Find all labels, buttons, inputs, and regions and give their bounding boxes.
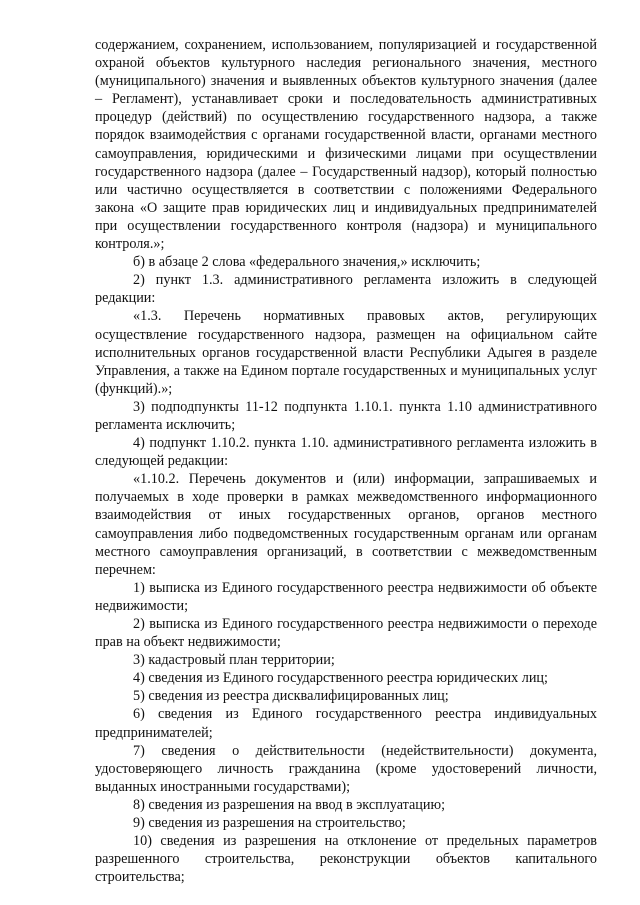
- list-item-9: 9) сведения из разрешения на строительство;: [133, 815, 406, 832]
- paragraph-5: 3) подподпункты 11-12 подпункта 1.10.1. пункта 1.10 административного регламента исключить;: [95, 398, 597, 433]
- list-item-6: 6) сведения из Единого государственного реестра индивидуальных предпринимателей;: [95, 706, 597, 741]
- paragraph-7: «1.10.2. Перечень документов и (или) информации, запрашиваемых и получаемых в ходе проверки в рамках межведомственного информационного взаимодействия от иных государственных органов, органов местного самоуправления либо подведомственных государственным органам или органам местного самоуправления организаций, в соответствии с межведомственным перечнем:: [95, 471, 597, 578]
- document-page: [95, 36, 597, 886]
- paragraph-1: содержанием, сохранением, использованием, популяризацией и государственной охраной объектов культурного наследия регионального значения, местного (муниципального) значения и выявленных объектов культурного значения (далее – Регламент), устанавливает сроки и последовательность административных процедур (действий) по осуществлению государственного надзора, а также порядок взаимодействия с органами государственной власти, органами местного самоуправления, юридическими и физическими лицами при осуществлении государственного надзора (далее – Государственный надзор), который полностью или частично осуществляется в соответствии с положениями Федерального закона «О защите прав юридических лиц и индивидуальных предпринимателей при осуществлении государственного контроля (надзора) и муниципального контроля.»;: [95, 37, 597, 253]
- paragraph-2: б) в абзаце 2 слова «федерального значения,» исключить;: [133, 254, 481, 271]
- paragraph-3: 2) пункт 1.3. административного регламента изложить в следующей редакции:: [95, 272, 597, 307]
- list-item-1: 1) выписка из Единого государственного реестра недвижимости об объекте недвижимости;: [95, 579, 597, 614]
- list-item-4: 4) сведения из Единого государственного реестра юридических лиц;: [133, 670, 548, 687]
- list-item-7: 7) сведения о действительности (недействительности) документа, удостоверяющего личность гражданина (кроме удостоверений личности, выданных иностранными государствами);: [95, 742, 597, 795]
- list-item-8: 8) сведения из разрешения на ввод в эксплуатацию;: [133, 796, 446, 813]
- list-item-10: 10) сведения из разрешения на отклонение от предельных параметров разрешенного строительства, реконструкции объектов капитального строительства;: [95, 833, 597, 886]
- paragraph-6: 4) подпункт 1.10.2. пункта 1.10. административного регламента изложить в следующей редакции:: [95, 435, 597, 470]
- list-item-2: 2) выписка из Единого государственного реестра недвижимости о переходе прав на объект недвижимости;: [95, 616, 597, 651]
- list-item-5: 5) сведения из реестра дисквалифицированных лиц;: [133, 688, 449, 705]
- list-item-3: 3) кадастровый план территории;: [133, 652, 335, 669]
- paragraph-4: «1.3. Перечень нормативных правовых актов, регулирующих осуществление государственного надзора, размещен на официальном сайте исполнительных органов государственной власти Республики Адыгея в разделе Управления, а также на Едином портале государственных и муниципальных услуг (функций).»;: [95, 308, 597, 397]
